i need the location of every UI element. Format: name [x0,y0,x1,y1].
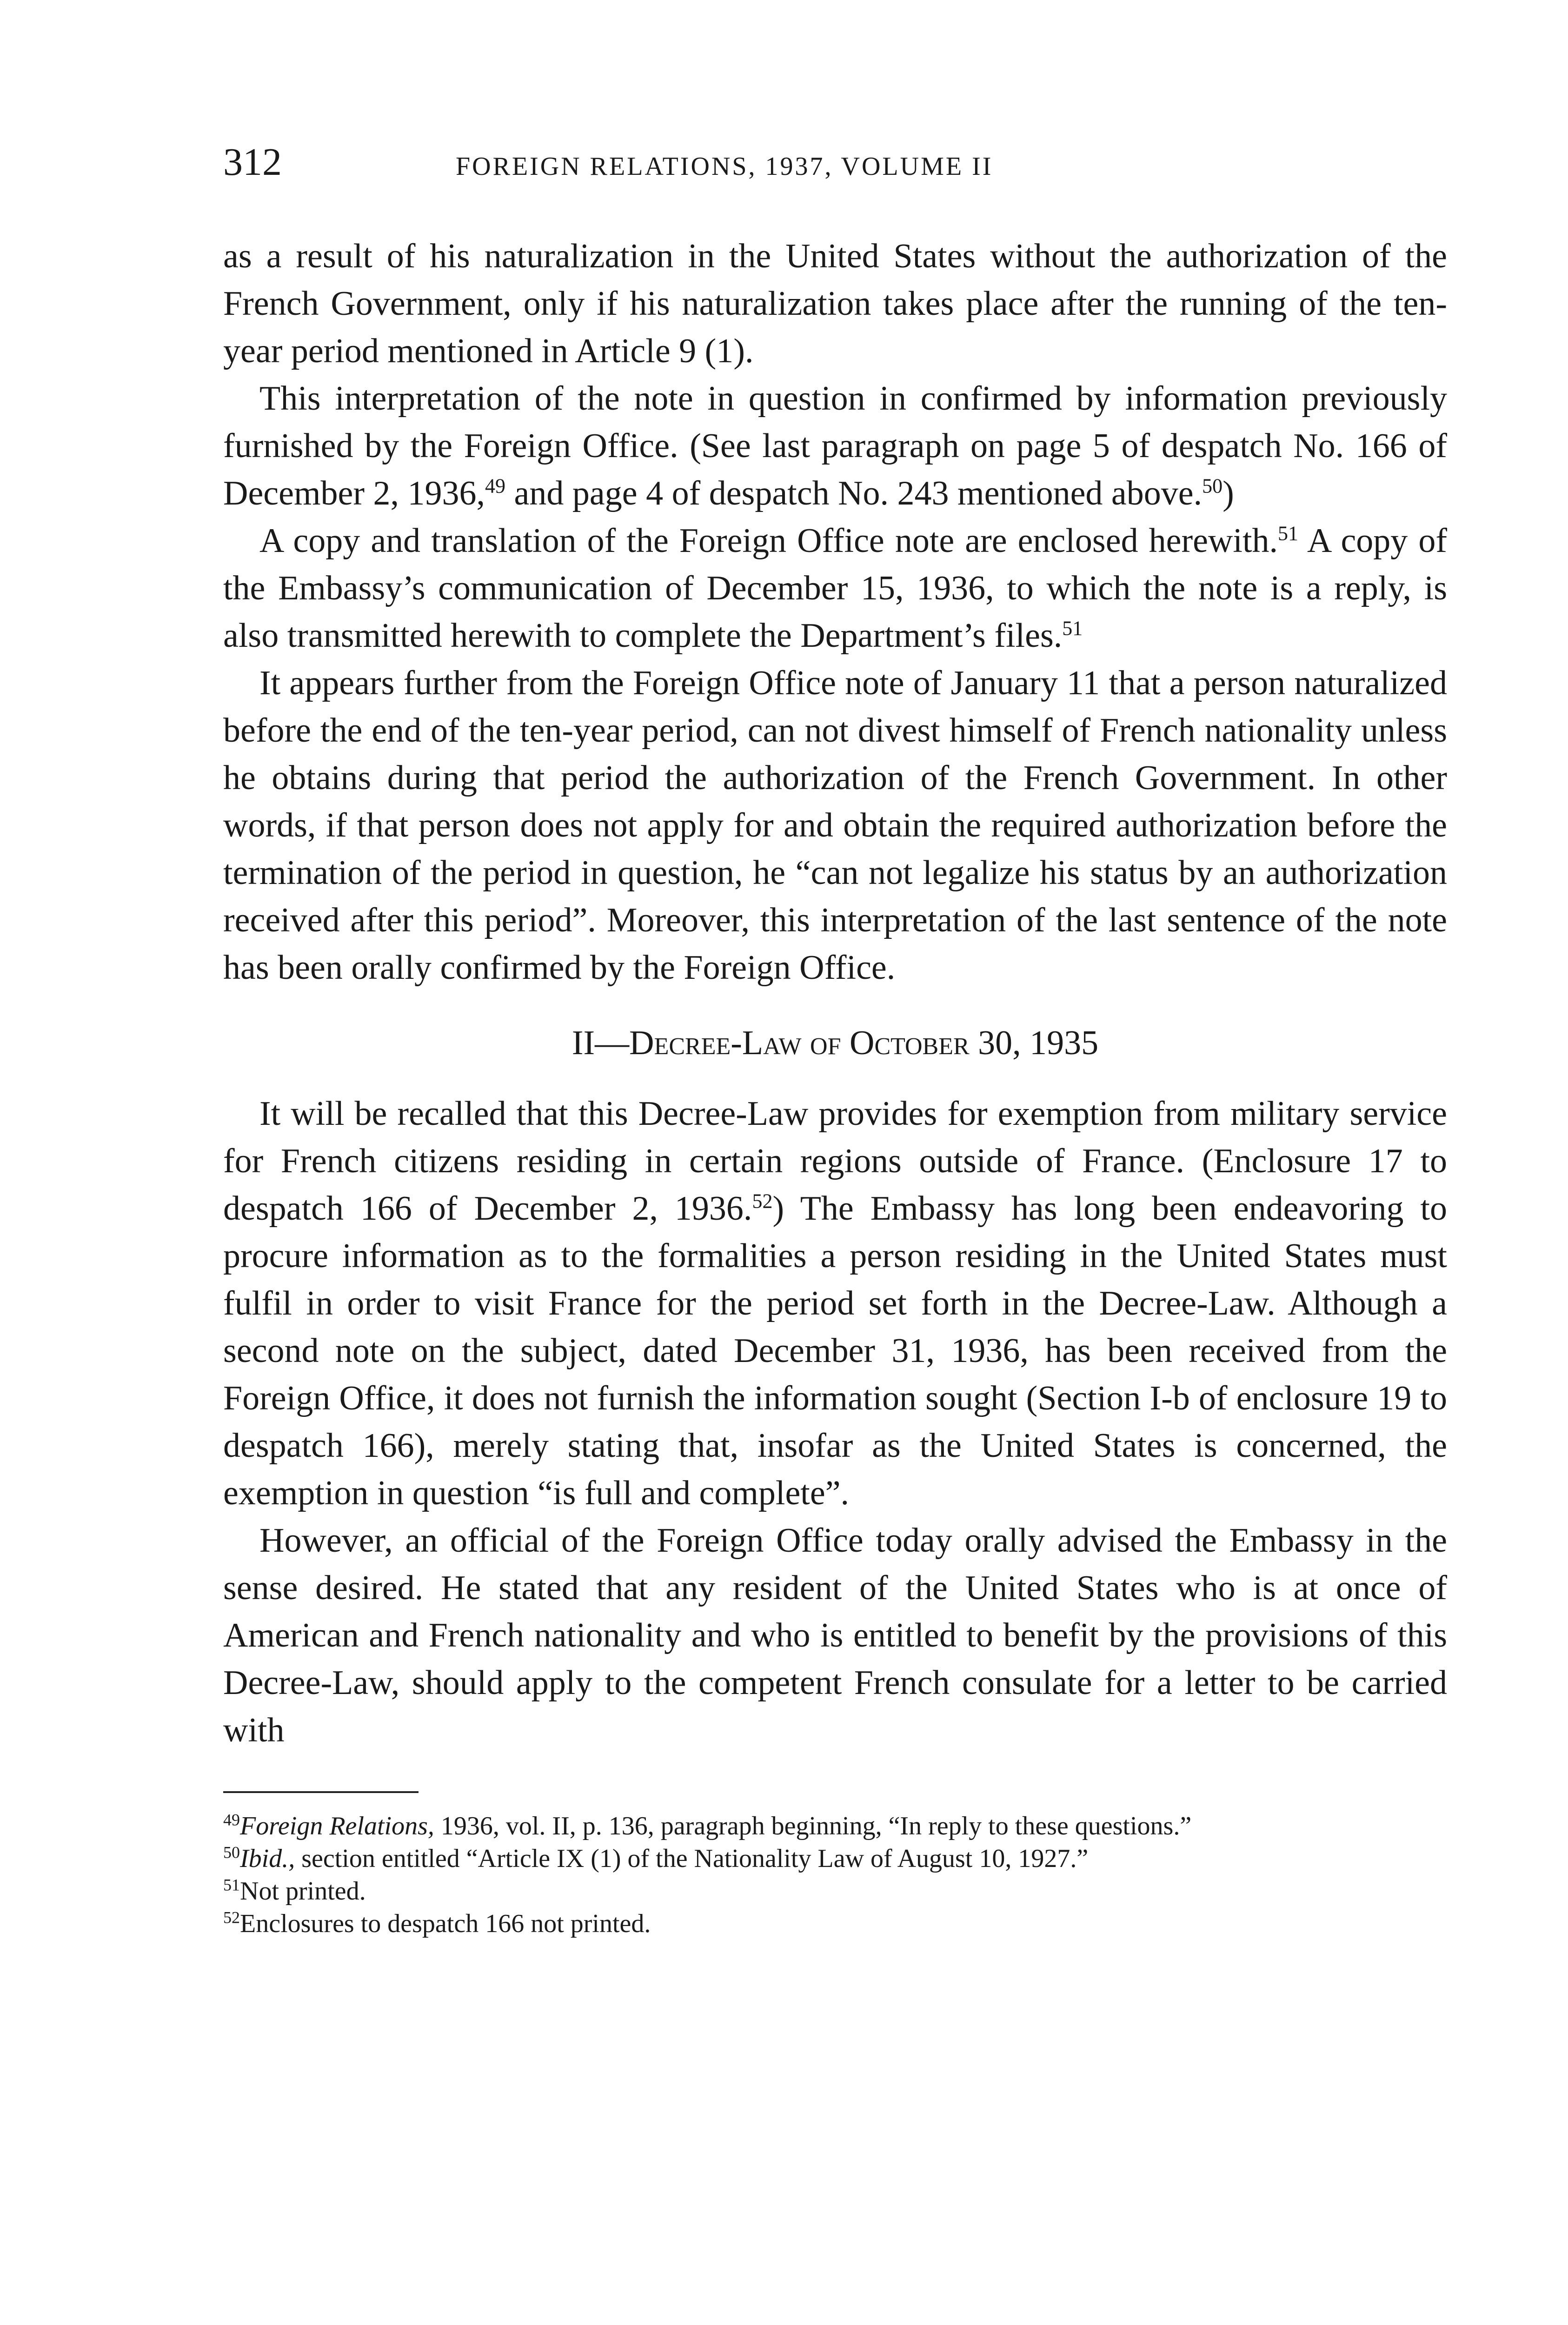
footnote-52 [223,1909,1447,1938]
footnote-ref-51[interactable]: 51 [1278,522,1299,545]
footnote-mark: 51 [223,1875,240,1894]
footnote-italic: Ibid., [240,1844,295,1873]
footnote-italic: Foreign Relations, [240,1812,434,1840]
footnote-mark: 49 [223,1810,240,1829]
paragraph-3-text-a: A copy and translation of the Foreign Office note are enclosed herewith. [259,522,1278,560]
section-heading: II—Decree-Law of October 30, 1935 [571,1024,1099,1062]
running-head [223,140,1447,205]
footnotes [223,1812,1447,1938]
paragraph-5-text-b: ) The Embassy has long been endeavoring to procure information as to the formalities a person residing in the United States must fulfil in order to visit France for the period set forth in the Decree-Law. Although a second note on the subject, dated December 31, 1936, has been received from the Foreign Office, it does not furnish the information sought (Section I-b of enclosure 19 to despatch 166), merely stating that, insofar as the United States is concerned, the exemption in question “is full and complete”. [223,1189,1447,1512]
footnote-50 [223,1844,1447,1873]
footnote-text: Not printed. [240,1877,366,1906]
footnote-divider [223,1791,419,1793]
footnote-mark: 50 [223,1843,240,1862]
document-page [223,140,1447,1942]
paragraph-1: as a result of his naturalization in the United States without the authorization of the French Government, only if his naturalization takes place after the running of the ten-year period mentioned in Article 9 (1). [223,237,1447,370]
footnote-ref-52[interactable]: 52 [752,1189,773,1213]
footnote-text: section entitled “Article IX (1) of the Nationality Law of August 10, 1927.” [295,1844,1089,1873]
footnote-ref-49[interactable]: 49 [485,474,506,498]
paragraph-5 [223,1090,1447,1517]
footnote-51 [223,1877,1447,1906]
footnote-text: Enclosures to despatch 166 not printed. [240,1909,651,1938]
paragraph-2-text-b: and page 4 of despatch No. 243 mentioned above. [505,474,1203,512]
paragraph-2-text-a: This interpretation of the note in question in confirmed by information previously furnished by the Foreign Office. (See last paragraph on page 5 of despatch No. 166 of December 2, 1936, [223,379,1447,512]
paragraph-6: However, an official of the Foreign Office today orally advised the Embassy in the sense desired. He stated that any resident of the United States who is at once of American and French nationality and who is entitled to benefit by the provisions of this Decree-Law, should apply to the competent French consulate for a letter to be carried with [223,1521,1447,1749]
paragraph-3 [223,517,1447,659]
paragraph-5-text-a: It will be recalled that this Decree-Law provides for exemption from military service for French citizens residing in certain regions outside of France. (Enclosure 17 to despatch 166 of December 2, 1936. [223,1095,1447,1228]
paragraph-4: It appears further from the Foreign Office note of January 11 that a person naturalized before the end of the ten-year period, can not divest himself of French nationality unless he obtains during that period the authorization of the French Government. In other words, if that person does not apply for and obtain the required authorization before the termination of the period in question, he “can not legalize his status by an authorization received after this period”. Moreover, this interpretation of the last sentence of the note has been orally confirmed by the Foreign Office. [223,664,1447,987]
paragraph-3-text-b: A copy of the Embassy’s communication of December 15, 1936, to which the note is a reply, is also transmitted herewith to complete the Department’s files. [223,522,1448,655]
footnote-mark: 52 [223,1908,240,1927]
page-number: 312 [223,140,282,184]
footnote-49 [223,1812,1447,1840]
paragraph-2-text-c: ) [1223,474,1234,512]
footnote-ref-51-second[interactable]: 51 [1062,617,1083,640]
footnote-text: 1936, vol. II, p. 136, paragraph beginning, “In reply to these questions.” [434,1812,1192,1840]
paragraph-2 [223,375,1447,517]
footnote-ref-50[interactable]: 50 [1202,474,1223,498]
running-title: FOREIGN RELATIONS, 1937, VOLUME II [456,152,993,181]
